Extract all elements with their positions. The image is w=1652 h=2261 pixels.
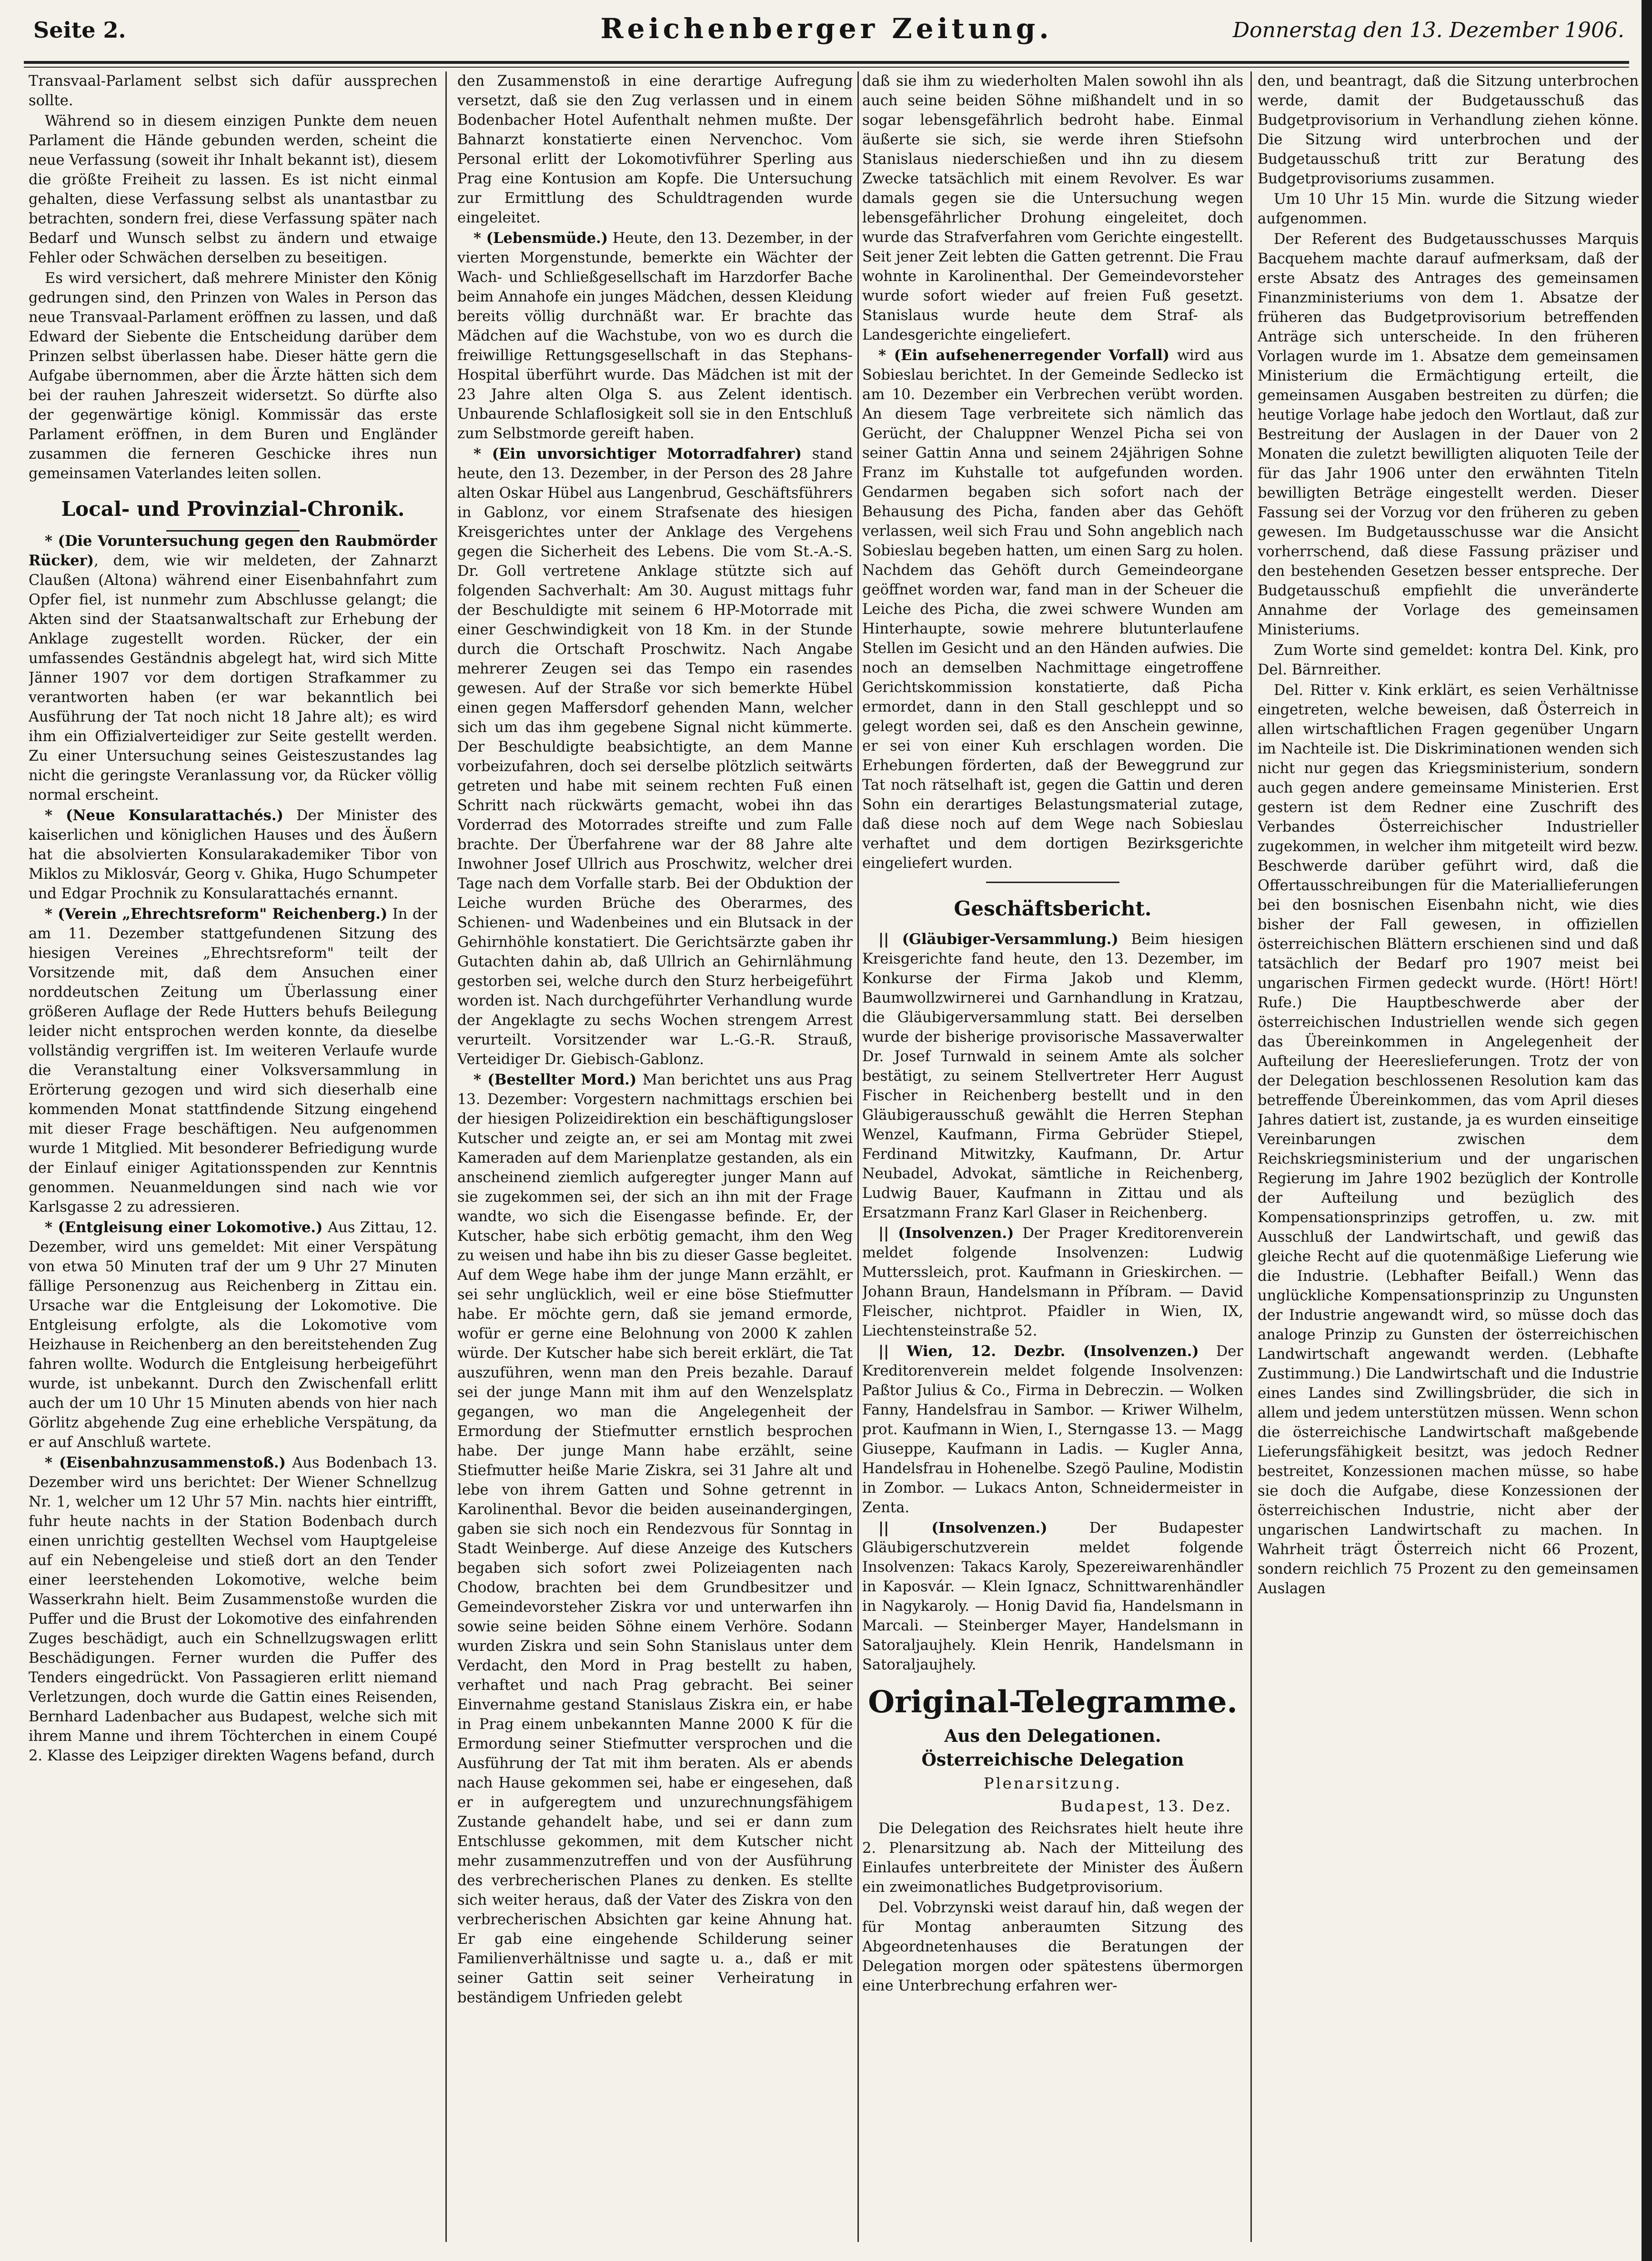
article-body: Der Prager Kreditorenverein meldet folgende Insolvenzen: Ludwig Mutterssleich, prot. Kaufmann in Grieskirchen. — Johann Braun, Handelsmann in Příbram. — David Fleischer, nichtprot. Pfaidler in Wien, IX, Liechtensteinstraße 52. (862, 1225, 1243, 1339)
article (862, 930, 1243, 1223)
article-body: Man berichtet uns aus Prag 13. Dezember: Vorgestern nachmittags erschien bei der hiesigen Polizeidirektion ein beschäftigungsloser Kutscher und zeigte an, er sei am Montag mit zwei Kameraden auf dem Marienplatze gestanden, als ein anscheinend ziemlich aufgeregter junger Mann auf sie zugekommen sei, der sich an ihn mit der Frage wandte, wo sich die Eisengasse befinde. Er, der Kutscher, habe sich erbötig gemacht, ihm den Weg zu weisen und habe ihn bis zu dieser Gasse begleitet. Auf dem Wege habe ihm der junge Mann erzählt, er sei sehr unglücklich, weil er eine böse Stiefmutter habe. Er möchte gern, daß sie jemand ermorde, wofür er gerne eine Belohnung von 2000 K zahlen würde. Der Kutscher habe sich bereit erklärt, die Tat auszuführen, wenn man den Preis bezahle. Darauf sei der junge Mann mit ihm auf den Wenzelsplatz gegangen, wo man die Angelegenheit der Ermordung der Stiefmutter ernstlich besprochen habe. Der junge Mann habe erzählt, seine Stiefmutter heiße Marie Ziskra, sei 31 Jahre alt und lebe von ihrem Gatten und Sohne getrennt in Karolinenthal. Bevor die beiden auseinandergingen, gaben sie sich noch ein Rendezvous für Sonntag in Stadt Weinberge. Auf diese Anzeige des Kutschers begaben sich sofort zwei Polizeiagenten nach Chodow, brachten bei dem Grundbesitzer und Gemeindevorsteher Ziskra vor und unterwarfen ihn sowie seine beiden Söhne einem Verhöre. Sodann wurden Ziskra und sein Sohn Stanislaus unter dem Verdacht, den Mord in Prag bestellt zu haben, verhaftet und nach Prag gebracht. Bei seiner Einvernahme gestand Stanislaus Ziskra ein, er habe in Prag einem unbekannten Manne 2000 K für die Ermordung seiner Stiefmutter versprochen und die Ausführung der Tat mit ihm beraten. Als er abends nach Hause gekommen sei, habe er eingesehen, daß er in aufgeregtem und unzurechnungsfähigem Zustande gehandelt habe, und sei er dann zum Entschlusse gekommen, mit dem Kutscher nicht mehr zusammenzutreffen und von der Ausführung des verbrecherischen Planes zu denken. Es stellte sich weiter heraus, daß der Vater des Ziskra von den verbrecherischen Absichten gar keine Ahnung hat. Er gab eine eingehende Schilderung seiner Familienverhältnisse und sagte u. a., daß er mit seiner Gattin seit seiner Verheiratung in beständigem Unfrieden gelebt (457, 1072, 853, 2006)
article (29, 1218, 437, 1452)
column-divider (445, 71, 447, 2242)
article-heading: * (Verein „Ehrechtsreform" Reichenberg.) (45, 905, 388, 923)
article-heading: || (Insolvenzen.) (878, 1225, 1014, 1242)
article-body: Der Kreditorenverein meldet folgende Insolvenzen: Paßtor Julius & Co., Firma in Debreczin. — Wolken Fanny, Handelsfrau in Sambor. — Kriwer Wilhelm, prot. Kaufmann in Wien, I., Sterngasse 13. — Magg Giuseppe, Kaufmann in Ladis. — Kugler Anna, Handelsfrau in Hohenelbe. Szegö Pauline, Modistin in Zombor. — Lukacs Anton, Schneidermeister in Zenta. (862, 1343, 1243, 1516)
paragraph: Der Referent des Budgetausschusses Marquis Bacquehem machte darauf aufmerksam, daß der erste Absatz des Antrages des gemeinsamen Finanzministeriums von dem 1. Absatze der früheren das Budgetprovisorium betreffenden Anträge sich unterscheide. In den früheren Vorlagen wurde im 1. Absatze dem gemeinsamen Ministerium die Ermächtigung erteilt, die gemeinsamen Ausgaben bestreiten zu dürfen; die heutige Vorlage habe jedoch den Wortlaut, daß zur Bestreitung der Auslagen in der Dauer von 2 Monaten die zuletzt bewilligten aliquoten Teile der für das Jahr 1906 unter den erwähnten Titeln bewilligten Beträge eingestellt werden. Dieser Fassung sei der Vorzug vor den früheren zu geben gewesen. Im Budgetausschusse war die Ansicht vorherrschend, daß diese Fassung präziser und den bestehenden Gesetzen besser entspreche. Der Budgetausschuß empfiehlt die unveränderte Annahme der Vorlage des gemeinsamen Ministeriums. (1258, 231, 1639, 638)
paragraph: den Zusammenstoß in eine derartige Aufregung versetzt, daß sie den Zug verlassen und in einem Bodenbacher Hotel Aufenthalt nehmen mußte. Der Bahnarzt konstatierte einen Nervenchoc. Vom Personal erlitt der Lokomotivführer Sperling aus Prag eine Kontusion am Kopfe. Die Untersuchung zur Ermittlung des Schuldtragenden wurde eingeleitet. (457, 73, 853, 226)
article-body: Beim hiesigen Kreisgerichte fand heute, den 13. Dezember, im Konkurse der Firma Jakob und Klemm, Baumwollzwirnerei und Garnhandlung in Kratzau, die Gläubigerversammlung statt. Bei derselben wurde der bisherige provisorische Massaverwalter Dr. Josef Turnwald in seinem Amte als solcher bestätigt, zu seinem Stellvertreter Herr August Fischer in Reichenberg bestellt und in den Gläubigerausschuß gewählt die Herren Stephan Wenzel, Kaufmann, Firma Gebrüder Stiepel, Ferdinand Mitwitzky, Kaufmann, Dr. Artur Neubadel, Advokat, sämtliche in Reichenberg, Ludwig Bauer, Kaufmann in Zittau und als Ersatzmann Franz Karl Glaser in Reichenberg. (862, 931, 1243, 1221)
column-4 (1258, 71, 1639, 2242)
article (457, 444, 853, 1069)
paragraph: Del. Ritter v. Kink erklärt, es seien Verhältnisse eingetreten, welche beweisen, daß Österreich in allen wirtschaftlichen Fragen gegenüber Ungarn im Nachteile ist. Die Diskriminationen wenden sich nicht nur gegen das Kriegsministerium, sondern auch gegen andere gemeinsame Ministerien. Erst gestern ist dem Redner eine Zuschrift des Verbandes Österreichischer Industrieller zugekommen, in welcher ihm mitgeteilt wird bezw. Beschwerde darüber geführt wird, daß die Offertausschreibungen für die Materiallieferungen bei den bosnischen Eisenbahn nicht, wie dies bisher der Fall gewesen, in offiziellen österreichischen Blättern erschienen sind und daß tatsächlich der Bedarf pro 1907 meist bei ungarischen Firmen gedeckt wurde. (Hört! Hört! Rufe.) Die Hauptbeschwerde aber der österreichischen Industriellen wende sich gegen das Übereinkommen in Angelegenheit der Aufteilung der Heereslieferungen. Trotz der von der Delegation beschlossenen Resolution kam das betreffende Übereinkommen, das vom April dieses Jahres datiert ist, zustande, ja es wurden einseitige Vereinbarungen zwischen dem Reichskriegsministerium und der ungarischen Regierung im Jahre 1902 bezüglich der Kontrolle der Aufteilung und bezüglich des Kompensationsprinzips getroffen, u. zw. mit Ausschluß der Landwirtschaft, und gewiß das gleiche Recht auf die quotenmäßige Lieferung wie die Industrie. (Lebhafter Beifall.) Wenn das unglückliche Kompensationsprinzip zu Ungunsten der Industrie angewandt wird, so müsse doch das analoge Prinzip zu Gunsten der österreichischen Landwirtschaft angewandt werden. (Lebhafte Zustimmung.) Die Landwirtschaft und die Industrie eines Landes sind Zwillingsbrüder, die sich in allem und jedem unterstützen müssen. Wenn schon die österreichische Landwirtschaft maßgebende Lieferungsfähigkeit besitzt, was jedoch Redner bestreitet, Konzessionen machen müsse, so habe sie doch die Aufgabe, diese Konzessionen der österreichischen Industrie, nicht aber der ungarischen Landwirtschaft zu machen. In Wahrheit trägt Österreich nicht 66 Prozent, sondern reichlich 75 Prozent zu den gemeinsamen Auslagen (1258, 682, 1639, 1597)
article (862, 346, 1243, 873)
issue-date: Donnerstag den 13. Dezember 1906. (1232, 18, 1624, 42)
section-heading: Geschäftsbericht. (954, 897, 1152, 920)
section-heading: Local- und Provinzial-Chronik. (61, 497, 405, 521)
delegation-heading: Österreichische Delegation (921, 1750, 1184, 1770)
paragraph: Die Delegation des Reichsrates hielt heute ihre 2. Plenarsitzung ab. Nach der Mitteilung des Einlaufes unterbreitete der Minister des Äußern ein zweimonatliches Budgetprovisorium. (862, 1820, 1243, 1896)
session-heading: Plenarsitzung. (984, 1774, 1122, 1792)
article (29, 806, 437, 904)
article-heading: * (Lebensmüde.) (473, 230, 608, 247)
article (29, 532, 437, 805)
article-body: Heute, den 13. Dezember, in der vierten Morgenstunde, bemerkte ein Wächter der Wach- und Schließgesellschaft im Harzdorfer Bache beim Annahofe ein junges Mädchen, dessen Kleidung bereits völlig durchnäßt war. Er brachte das Mädchen auf die Wachstube, von wo es durch die freiwillige Rettungsgesellschaft in das Stephans-Hospital überführt wurde. Das Mädchen ist mit der 23 Jahre alten Olga S. aus Zelent identisch. Unbaurende Schlaflosigkeit soll sie in den Entschluß zum Selbstmorde gereift haben. (457, 230, 853, 442)
article-heading: * (Bestellter Mord.) (473, 1071, 637, 1088)
dateline: Budapest, 13. Dez. (1060, 1797, 1232, 1815)
article (457, 1070, 853, 2008)
article-heading: * (Die Voruntersuchung gegen den Raubmörder Rücker) (29, 533, 437, 569)
column-2 (457, 71, 853, 2242)
article-body: Der Minister des kaiserlichen und königlichen Hauses und des Äußern hat die absolvierten Konsularakademiker Tibor von Miklos zu Miklosvár, Georg v. Ghika, Hugo Schumpeter und Edgar Prochnik zu Konsularattachés ernannt. (29, 807, 437, 902)
section-rule (986, 882, 1119, 883)
article-body: Aus Bodenbach 13. Dezember wird uns berichtet: Der Wiener Schnellzug Nr. 1, welcher um 12 Uhr 57 Min. nachts hier eintrifft, fuhr heute nachts in der Station Bodenbach durch einen unrichtig gestellten Wechsel vom Hauptgeleise auf ein Nebengeleise und stieß dort an den Tender einer leerstehenden Lokomotive, welche beim Wasserkrahn hielt. Beim Zusammenstoße wurden die Puffer und die Brust der Lokomotive des einfahrenden Zuges beschädigt, auch ein Schnellzugswagen erlitt Beschädigungen. Ferner wurden die Puffer des Tenders eingedrückt. Von Passagieren erlitt niemand Verletzungen, doch wurde die Gattin eines Reisenden, Bernhard Ladenbacher aus Budapest, welche sich mit ihrem Manne und ihrem Töchterchen in einem Coupé 2. Klasse des Leipziger direkten Wagens befand, durch (29, 1455, 437, 1764)
article-heading: * (Ein aufsehenerregender Vorfall) (878, 347, 1170, 364)
paragraph: den, und beantragt, daß die Sitzung unterbrochen werde, damit der Budgetausschuß das Budgetprovisorium in Verhandlung ziehen könne. Die Sitzung wird unterbrochen und der Budgetausschuß tritt zur Beratung des Budgetprovisoriums zusammen. (1258, 73, 1639, 187)
article-body: Aus Zittau, 12. Dezember, wird uns gemeldet: Mit einer Verspätung von etwa 50 Minuten traf der um 9 Uhr 27 Minuten fällige Personenzug aus Reichenberg in Zittau ein. Ursache war die Entgleisung der Lokomotive. Die Entgleisung erfolgte, als die Lokomotive vom Heizhause in Reichenberg an den bereitstehenden Zug fahren wollte. Wodurch die Entgleisung herbeigeführt wurde, ist unbekannt. Durch den Zwischenfall erlitt auch der um 10 Uhr 15 Minuten abends von hier nach Görlitz abgehende Zug eine erhebliche Verspätung, da er auf Anschluß wartete. (29, 1219, 437, 1451)
paragraph: daß sie ihm zu wiederholten Malen sowohl ihn als auch seine beiden Söhne mißhandelt und in so sogar lebensgefährlich bedroht habe. Einmal äußerte sie sich, sie werde ihren Stiefsohn Stanislaus niederschießen und ihn zu diesem Zwecke tatsächlich mit einem Revolver. Es war damals gegen sie die Untersuchung wegen lebensgefährlicher Drohung eingeleitet, doch wurde das Strafverfahren vom Gerichte eingestellt. Seit jener Zeit lebten die Gatten getrennt. Die Frau wohnte in Karolinenthal. Der Gemeindevorsteher wurde sofort wieder auf freien Fuß gesetzt. Stanislaus wurde heute dem Straf- als Landesgerichte eingeliefert. (862, 73, 1243, 343)
article-body: Der Budapester Gläubigerschutzverein meldet folgende Insolvenzen: Takacs Karoly, Spezereiwarenhändler in Kaposvár. — Klein Ignacz, Schnittwarenhändler in Nagykaroly. — Honig David fia, Handelsmann in Marcali. — Steinberger Mayer, Handelsmann in Satoraljaujhely. Klein Henrik, Handelsmann in Satoraljaujhely. (862, 1520, 1243, 1673)
paragraph: Transvaal-Parlament selbst sich dafür aussprechen sollte. (29, 73, 437, 109)
article (29, 904, 437, 1217)
article (29, 1453, 437, 1766)
paragraph: Um 10 Uhr 15 Min. wurde die Sitzung wieder aufgenommen. (1258, 191, 1639, 227)
article-heading: * (Neue Konsularattachés.) (45, 807, 283, 824)
page-header (24, 9, 1629, 61)
page-edge (1642, 0, 1652, 2261)
column-divider (1250, 71, 1252, 2242)
article-heading: * (Eisenbahnzusammenstoß.) (45, 1454, 286, 1471)
column-3 (862, 71, 1243, 2242)
article-heading: * (Ein unvorsichtiger Motorradfahrer) (473, 445, 802, 462)
paragraph: Es wird versichert, daß mehrere Minister den König gedrungen sind, den Prinzen von Wales in Person das neue Transvaal-Parlament eröffnen zu lassen, und daß Edward der Siebente die Entscheidung darüber dem Prinzen selbst überlassen habe. Dieser hätte gern die Aufgabe übernommen, aber die Ärzte hätten sich dem bei der rauhen Jahreszeit widersetzt. So dürfte also der gegenwärtige königl. Kommissär das erste Parlament eröffnen, in dem Buren und Engländer zusammen die ferneren Geschicke ihres nun gemeinsamen Vaterlandes leiten sollen. (29, 270, 437, 482)
article-heading: || (Insolvenzen.) (878, 1519, 1048, 1537)
article (457, 229, 853, 443)
telegram-subheading: Aus den Delegationen. (944, 1726, 1161, 1746)
article (862, 1224, 1243, 1341)
article-body: , dem, wie wir meldeten, der Zahnarzt Claußen (Altona) während einer Eisenbahnfahrt zum Opfer fiel, ist nunmehr zum Abschlusse gelangt; die Akten sind der Staatsanwaltschaft zur Erhebung der Anklage zugestellt worden. Rücker, der ein umfassendes Geständnis abgelegt hat, wird sich Mitte Jänner 1907 vor dem dortigen Strafkammer zu verantworten haben (er war bekanntlich bei Ausführung der Tat noch nicht 18 Jahre alt); es wird ihm ein Offizialverteidiger zur Seite gestellt werden. Zu einer Untersuchung seines Geisteszustandes lag nicht die geringste Veranlassung vor, da Rücker völlig normal erscheint. (29, 553, 437, 804)
article (862, 1342, 1243, 1517)
column-1 (29, 71, 437, 2242)
masthead: Reichenberger Zeitung. (600, 12, 1053, 45)
header-rule (24, 61, 1629, 64)
article-heading: * (Entgleisung einer Lokomotive.) (45, 1219, 323, 1236)
telegram-headline: Original-Telegramme. (868, 1684, 1238, 1720)
page-number: Seite 2. (33, 17, 126, 43)
article-heading: || Wien, 12. Dezbr. (Insolvenzen.) (878, 1343, 1199, 1360)
article-body: wird aus Sobieslau berichtet. In der Gemeinde Sedlecko ist am 10. Dezember ein Verbrechen verübt worden. An diesem Tage verbreitete sich nämlich das Gerücht, der Chaluppner Wenzel Picha sei von seiner Gattin Anna und seinem 24jährigen Sohne Franz im Kuhstalle tot aufgefunden worden. Gendarmen begaben sich sofort nach der Behausung des Picha, fanden aber das Gehöft verlassen, weil sich Frau und Sohn angeblich nach Sobieslau begeben hatten, um einen Sarg zu holen. Nachdem das Gehöft durch Gemeindeorgane geöffnet worden war, fand man in der Scheuer die Leiche des Picha, die zwei schwere Wunden am Hinterhaupte, sowie mehrere blutunterlaufene Stellen im Gesicht und an den Händen aufwies. Die noch an demselben Nachmittage eingetroffene Gerichtskommission konstatierte, daß Picha ermordet, dann in den Stall geschleppt und so gelegt worden sei, daß es den Anschein gewinne, er sei von einer Kuh erschlagen worden. Die Erhebungen förderten, daß der Beweggrund zur Tat noch rätselhaft ist, gegen die Gattin und deren Sohn ein derartiges Belastungsmaterial zutage, daß diese noch auf dem Wege nach Sobieslau verhaftet und dem dortigen Bezirksgerichte eingeliefert wurden. (862, 347, 1243, 872)
article-body: stand heute, den 13. Dezember, in der Person des 28 Jahre alten Oskar Hübel aus Langenbrud, Geschäftsführers in Gablonz, vor einem Strafsenate des hiesigen Kreisgerichtes unter der Anklage des Vergehens gegen die Sicherheit des Lebens. Die vom St.-A.-S. Dr. Goll vertretene Anklage stützte sich auf folgenden Sachverhalt: Am 30. August mittags fuhr der Beschuldigte mit seinem 6 HP-Motorrade mit einer Geschwindigkeit von 18 Km. in der Stunde durch die Ortschaft Proschwitz. Nach Angabe mehrerer Zeugen sei das Tempo ein rasendes gewesen. Auf der Straße vor sich bemerkte Hübel einen gegen Maffersdorf gehenden Mann, welcher sich um das ihm gegebene Signal nicht kümmerte. Der Beschuldigte beabsichtigte, an dem Manne vorbeizufahren, doch sei derselbe plötzlich seitwärts getreten und habe mit seinem rechten Fuß einen Schritt nach rückwärts gemacht, wobei ihn das Vorderrad des Motorrades streifte und zum Falle brachte. Der Überfahrene war der 88 Jahre alte Inwohner Josef Ullrich aus Proschwitz, welcher drei Tage nach dem Vorfalle starb. Bei der Obduktion der Leiche wurden Brüche des Oberarmes, des Schienen- und Wadenbeines und ein Blutsack in der Gehirnhöhle konstatiert. Die Gerichtsärzte gaben ihr Gutachten dahin ab, daß Ullrich an Gehirnlähmung gestorben sei, welche durch den Sturz herbeigeführt worden ist. Nach durchgeführter Verhandlung wurde der Angeklagte zu sechs Wochen strengem Arrest verurteilt. Vorsitzender war L.-G.-R. Strauß, Verteidiger Dr. Giebisch-Gablonz. (457, 446, 853, 1068)
column-divider (857, 71, 859, 2242)
article-heading: || (Gläubiger-Versammlung.) (878, 931, 1118, 948)
article-body: In der am 11. Dezember stattgefundenen Sitzung des hiesigen Vereines „Ehrechtsreform" teilt der Vorsitzende mit, daß dem Ansuchen einer norddeutschen Zeitung um Überlassung einer größeren Auflage der Rede Hutters behufs Beilegung leider nicht entsprochen werden konnte, da dieselbe vollständig vergriffen ist. Im weiteren Verlaufe wurde die Veranstaltung einer Volksversammlung in Erörterung gezogen und wird sich dieserhalb eine kommenden Monat stattfindende Sitzung eingehend mit dieser Frage beschäftigen. Neu aufgenommen wurde 1 Mitglied. Mit besonderer Befriedigung wurde der Einlauf einiger Agitationsspenden zur Kenntnis genommen. Neuanmeldungen sind nach wie vor Karlsgasse 2 zu adressieren. (29, 906, 437, 1216)
paragraph: Während so in diesem einzigen Punkte dem neuen Parlament die Hände gebunden werden, scheint die neue Verfassung (soweit ihr Inhalt bekannt ist), diesem die größte Freiheit zu lassen. Es ist nicht einmal gehalten, diese Verfassung selbst als unantastbar zu betrachten, sondern frei, diese Verfassung später nach Bedarf und Wunsch selbst zu ändern und etwaige Fehler oder Schwächen derselben zu beseitigen. (29, 113, 437, 266)
paragraph: Del. Vobrzynski weist darauf hin, daß wegen der für Montag anberaumten Sitzung des Abgeordnetenhauses die Beratungen der Delegation morgen oder spätestens übermorgen eine Unterbrechung erfahren wer- (862, 1899, 1243, 1994)
header-rule-thin (24, 67, 1629, 68)
article (862, 1518, 1243, 1675)
paragraph: Zum Worte sind gemeldet: kontra Del. Kink, pro Del. Bärnreither. (1258, 642, 1639, 678)
